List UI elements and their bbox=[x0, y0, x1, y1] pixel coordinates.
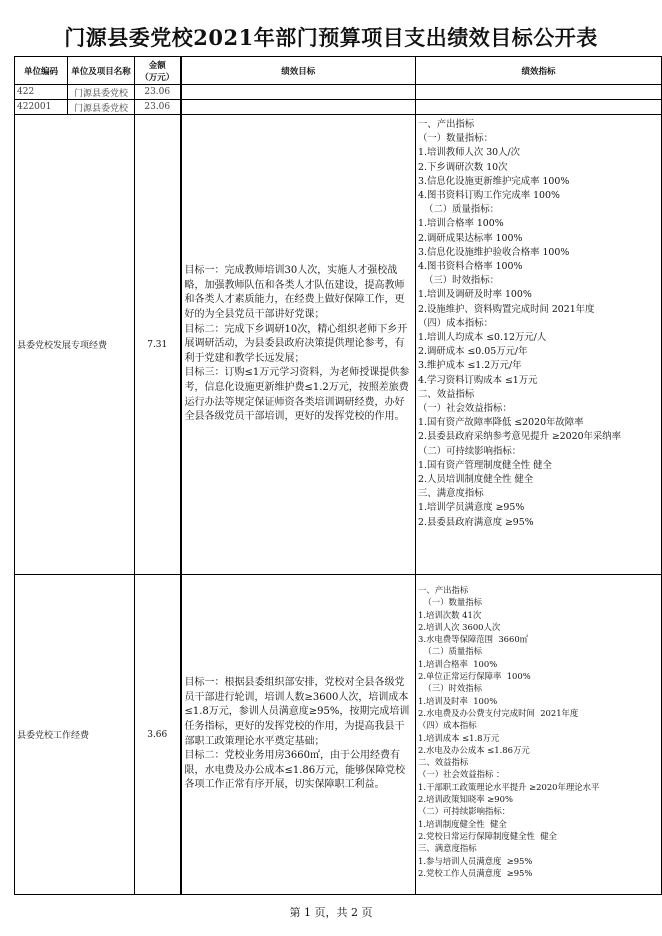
indicator-line: 二、效益指标 bbox=[418, 388, 475, 400]
header-amount-line1: 金额 bbox=[148, 60, 166, 71]
indicator-line: （一）社会效益指标： bbox=[418, 403, 512, 415]
indicator-line: （四）成本指标 bbox=[418, 720, 477, 731]
indicator-line: 2.下乡调研次数 10次 bbox=[418, 161, 508, 173]
indicator-line: （三）时效指标 bbox=[418, 683, 482, 694]
indicator-line: （一）数量指标 bbox=[418, 597, 482, 608]
indicator-line: 2.县委县政府采纳参考意见提升 ≥2020年采纳率 bbox=[418, 431, 622, 443]
header-row bbox=[15, 57, 662, 85]
goal: 目标一：完成教师培训30人次，实施人才强校战略，加强教师队伍和各类人才队伍建设，提高教师和各类人才素质能力，在经费上做好保障工作，更好的为全县党员干部讲好党课； 目标二：完成下乡调研10次，精心组织老师下乡开展调研活动，为县委县政府决策提供理论参考，有利于党建和教学长远发展； 目标三：订购≤1万元学习资料，为老师授课提供参考，信息化设施更新维护费≤1.2万元，按照差旅费运行办法等规定保证师资各类培训调研经费，办好全县各级党员干部培训，更好的发挥党校的作用。 bbox=[181, 115, 416, 575]
indicator-line: 2.党校工作人员满意度 ≥95% bbox=[418, 867, 533, 878]
indicator-line: （三）时效指标： bbox=[418, 275, 499, 287]
header-name: 单位及项目名称 bbox=[68, 57, 135, 85]
header-code: 单位编码 bbox=[15, 57, 68, 85]
indicator-line: 一、产出指标 bbox=[418, 585, 469, 595]
indicator-line: 2.县委县政府满意度 ≥95% bbox=[418, 516, 534, 528]
indicators bbox=[416, 85, 662, 100]
amount: 23.06 bbox=[135, 100, 181, 115]
project-name: 县委党校工作经费 bbox=[15, 575, 135, 895]
indicator-line: 2.调研成果达标率 100% bbox=[418, 232, 523, 244]
goal bbox=[181, 85, 416, 100]
unit-code: 422001 bbox=[15, 100, 68, 115]
performance-table bbox=[14, 56, 662, 895]
indicator-line: 1.培训人均成本 ≤0.12万元/人 bbox=[418, 332, 547, 344]
indicator-line: 1.培训及调研及时率 100% bbox=[418, 289, 532, 301]
indicators bbox=[416, 100, 662, 115]
indicator-line: 1.干部职工政策理论水平提升 ≥2020年理论水平 bbox=[418, 781, 600, 792]
indicator-line: （一）社会效益指标 ： bbox=[418, 769, 505, 780]
header-amount-line2: （万元） bbox=[140, 72, 175, 83]
indicator-line: 1.培训学员满意度 ≥95% bbox=[418, 502, 525, 514]
unit-code: 422 bbox=[15, 85, 68, 100]
goal: 目标一：根据县委组织部安排，党校对全县各级党员干部进行轮训，培训人数≥3600人次，培训成本≤1.8万元，参训人员满意度≥95%，按期完成培训任务指标，更好的发挥党校的作用，为提高我县干部职工政策理论水平奠定基础； 目标二：党校业务用房3660㎡，由于公用经费有限，水电费及办公成本≤1.86万元，能够保障党校各项工作正常有序开展，切实保障职工利益。 bbox=[181, 575, 416, 895]
indicator-line: 1.国有资产故障率降低 ≤2020年故障率 bbox=[418, 417, 584, 429]
page-footer: 第 1 页，共 2 页 bbox=[289, 906, 373, 919]
indicator-line: 2.人员培训制度健全性 健全 bbox=[418, 474, 534, 486]
amount: 23.06 bbox=[135, 85, 181, 100]
indicator-line: 3.信息化设施维护验收合格率 100% bbox=[418, 246, 570, 258]
indicator-line: （二）质量指标： bbox=[418, 204, 499, 216]
indicator-line: 2.水电费及办公费支付完成时间 2021年度 bbox=[418, 707, 579, 718]
indicators bbox=[416, 115, 662, 575]
indicator-line: 2.水电及办公成本 ≤1.86万元 bbox=[418, 744, 530, 755]
goal bbox=[181, 100, 416, 115]
table-row bbox=[15, 575, 662, 895]
indicator-line: 2.培训政策知晓率 ≥90% bbox=[418, 794, 513, 805]
indicators bbox=[416, 575, 662, 895]
table-row bbox=[15, 85, 662, 100]
indicator-line: 3.维护成本 ≤1.2万元/年 bbox=[418, 360, 522, 372]
indicator-line: 1.参与培训人员满意度 ≥95% bbox=[418, 855, 533, 866]
indicator-line: 3.水电费等保障范围 3660㎡ bbox=[418, 634, 529, 645]
indicator-line: （一）数量指标： bbox=[418, 133, 494, 145]
indicator-line: 4.图书资料合格率 100% bbox=[418, 261, 523, 273]
indicator-line: 三、满意度指标 bbox=[418, 488, 484, 500]
indicator-line: 1.培训次数 41次 bbox=[418, 609, 482, 620]
indicator-line: 2.培训人次 3600人次 bbox=[418, 621, 501, 632]
indicator-line: （二）可持续影响指标： bbox=[418, 445, 522, 457]
header-goal: 绩效目标 bbox=[181, 57, 416, 85]
indicator-line: （二）质量指标 bbox=[418, 646, 482, 657]
indicator-line: 二、效益指标 bbox=[418, 757, 469, 768]
indicator-line: 3.信息化设施更新维护完成率 100% bbox=[418, 175, 570, 187]
amount: 3.66 bbox=[135, 575, 181, 895]
indicator-line: 1.培训合格率 100% bbox=[418, 218, 504, 230]
indicator-line: （四）成本指标： bbox=[418, 317, 494, 329]
indicator-line: 一、产出指标 bbox=[418, 119, 475, 130]
unit-name: 门源县委党校 bbox=[68, 100, 135, 115]
header-amount bbox=[135, 57, 181, 85]
indicator-line: （二）可持续影响指标： bbox=[418, 806, 511, 817]
indicator-line: 2.设施维护、资料购置完成时间 2021年度 bbox=[418, 303, 595, 315]
project-name: 县委党校发展专项经费 bbox=[15, 115, 135, 575]
indicator-line: 1.培训成本 ≤1.8万元 bbox=[418, 732, 500, 743]
table-row bbox=[15, 115, 662, 575]
indicator-line: 4.图书资料订购工作完成率 100% bbox=[418, 190, 560, 202]
indicator-line: 三、满意度指标 bbox=[418, 843, 477, 854]
indicator-line: 2.党校日常运行保障制度健全性 健全 bbox=[418, 830, 557, 841]
header-indicator: 绩效指标 bbox=[416, 57, 662, 85]
indicator-line: 1.培训及时率 100% bbox=[418, 695, 498, 706]
amount: 7.31 bbox=[135, 115, 181, 575]
indicator-line: 1.培训制度健全性 健全 bbox=[418, 818, 507, 829]
table-row bbox=[15, 100, 662, 115]
indicator-line: 1.培训教师人次 30人/次 bbox=[418, 147, 521, 159]
indicator-line: 1.培训合格率 100% bbox=[418, 658, 498, 669]
indicator-line: 2.单位正常运行保障率 100% bbox=[418, 671, 531, 682]
indicator-line: 4.学习资料订购成本 ≤1万元 bbox=[418, 374, 538, 386]
indicator-line: 2.调研成本 ≤0.05万元/年 bbox=[418, 346, 528, 358]
indicator-line: 1.国有资产管理制度健全性 健全 bbox=[418, 459, 552, 471]
unit-name: 门源县委党校 bbox=[68, 85, 135, 100]
page-title: 门源县委党校2021年部门预算项目支出绩效目标公开表 bbox=[64, 25, 598, 50]
